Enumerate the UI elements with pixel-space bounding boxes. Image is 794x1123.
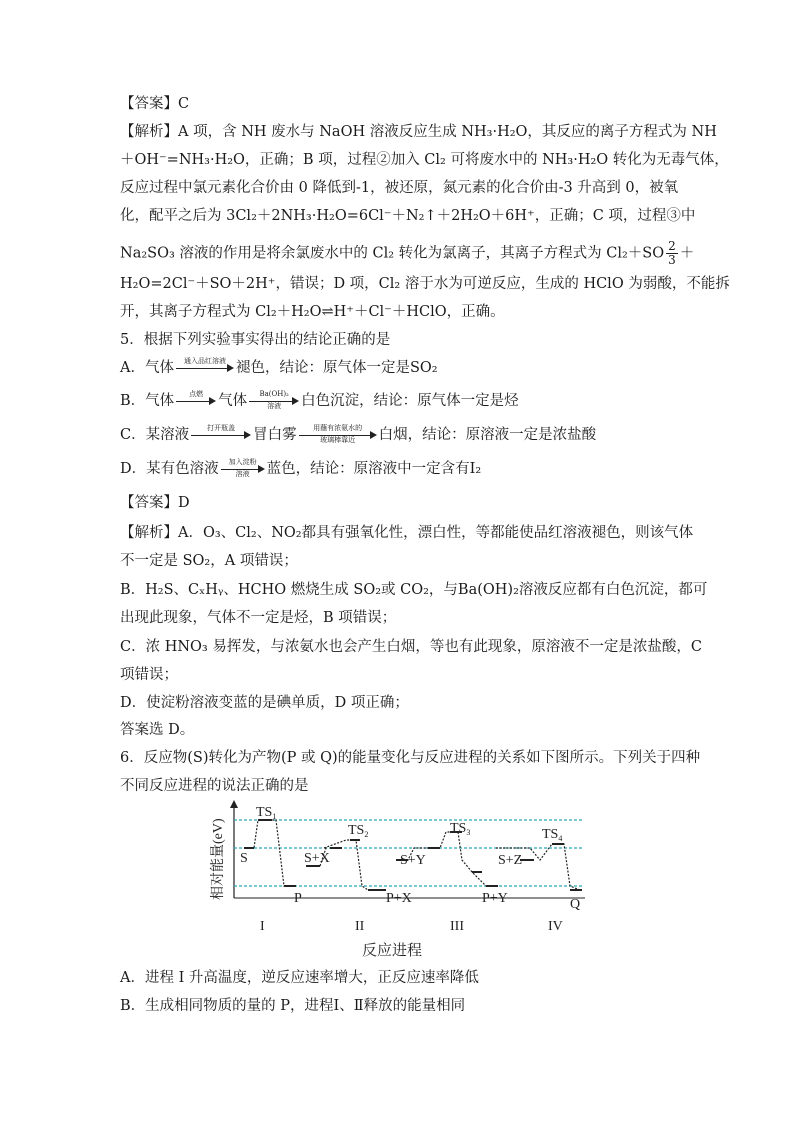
arrow-label-top: 通入品红溶液 [183, 357, 226, 365]
ts-label-2: $TS_2$ [348, 823, 369, 839]
q5-stem: 5．根据下列实验事实得出的结论正确的是 [120, 332, 391, 348]
option-post: 褪色，结论：原气体一定是SO₂ [235, 360, 438, 376]
state-label-s-plus-x: S+X [304, 851, 330, 866]
q6-option-b: B．生成相同物质的量的 P，进程Ⅰ、Ⅱ释放的能量相同 [120, 998, 466, 1014]
reaction-arrow [176, 391, 216, 411]
fraction [666, 240, 678, 267]
reaction-arrow [299, 425, 377, 445]
q5-analysis-line: 出现此现象，气体不一定是烃，B 项错误； [120, 610, 397, 626]
ts-label-3: $TS_3$ [450, 821, 471, 837]
y-axis-arrowhead [230, 800, 238, 808]
reaction-arrow [191, 425, 251, 445]
arrow-label-top: 点燃 [189, 390, 204, 398]
option-post: 蓝色，结论：原溶液中一定含有I₂ [266, 461, 482, 477]
q5-analysis-line: 【解析】A．O₃、Cl₂、NO₂都具有强氧化性，漂白性，等都能使品红溶液褪色，则该气体 [120, 525, 694, 541]
option-mid: 冒白雾 [253, 427, 297, 443]
q5-option-b [120, 391, 519, 411]
process-label-i: I [260, 919, 265, 934]
q5-analysis-line: 项错误； [120, 667, 178, 683]
fraction-denominator: 3 [668, 253, 676, 267]
q5-option-d [120, 459, 481, 479]
q5-option-a [120, 358, 438, 378]
arrow-label-top: 加入淀粉 [228, 458, 257, 466]
option-pre: B．气体 [120, 393, 175, 409]
state-label-p: P [294, 891, 302, 906]
reaction-arrow [221, 459, 265, 479]
q4-analysis-line: 【解析】A 项，含 NH 废水与 NaOH 溶液反应生成 NH₃·H₂O，其反应的离子方程式为 NH [120, 124, 717, 140]
arrow-label-top: Ba(OH)₂ [259, 390, 289, 398]
state-label-p-plus-x: P+X [386, 891, 412, 906]
option-post: 白色沉淀，结论：原气体一定是烃 [301, 393, 519, 409]
ts-label-4: $TS_4$ [542, 827, 563, 843]
q6-option-a: A．进程 I 升高温度，逆反应速率增大，正反应速率降低 [120, 970, 479, 986]
y-axis-label: 相对能量(eV) [211, 818, 226, 900]
q5-option-c [120, 425, 596, 445]
q5-analysis-line: B．H₂S、CₓHᵧ、HCHO 燃烧生成 SO₂或 CO₂，与Ba(OH)₂溶液反应都有白色沉淀，都可 [120, 582, 708, 598]
fraction-tail: ＋ [679, 245, 695, 262]
state-label-s-plus-y: S+Y [400, 853, 426, 868]
arrow-label-top: 用蘸有浓氨水的 [313, 424, 363, 432]
reaction-arrow [249, 391, 299, 411]
x-axis-label: 反应进程 [362, 943, 423, 959]
q4-analysis-line: 反应过程中氯元素化合价由 0 降低到-1，被还原，氮元素的化合价由-3 升高到 0，被氧 [120, 180, 679, 196]
option-pre: A．气体 [120, 360, 174, 376]
process-label-iii: III [450, 919, 464, 934]
process-label-iv: IV [548, 919, 563, 934]
state-label-s: S [240, 851, 248, 866]
q4-analysis-line: 开，其离子方程式为 Cl₂＋H₂O⇌H⁺＋Cl⁻＋HClO，正确。 [120, 304, 505, 320]
arrow-label-bottom: 溶液 [235, 470, 250, 478]
option-post: 白烟，结论：原溶液一定是浓盐酸 [378, 427, 597, 443]
q4-analysis-line: ＋OH⁻=NH₃·H₂O，正确；B 项，过程②加入 Cl₂ 可将废水中的 NH₃·H₂O 转化为无毒气体， [120, 152, 729, 168]
state-label-s-plus-z: S+Z [498, 853, 523, 868]
arrow-label-bottom: 溶液 [267, 402, 282, 410]
ts-label-1: $TS_1$ [256, 805, 277, 821]
q6-stem-line: 6．反应物(S)转化为产物(P 或 Q)的能量变化与反应进程的关系如下图所示。下列关于四种 [120, 750, 701, 766]
q4-analysis-line: H₂O=2Cl⁻＋SO＋2H⁺，错误；D 项，Cl₂ 溶于水为可逆反应，生成的 HClO 为弱酸，不能拆 [120, 276, 730, 292]
state-label-p-plus-y: P+Y [482, 891, 508, 906]
q6-stem-line: 不同反应进程的说法正确的是 [120, 778, 309, 794]
q5-analysis-line: C．浓 HNO₃ 易挥发，与浓氨水也会产生白烟，等也有此现象，原溶液不一定是浓盐酸，C [120, 639, 702, 655]
energy-diagram [200, 800, 600, 965]
q4-analysis-text: Na₂SO₃ 溶液的作用是将余氯废水中的 Cl₂ 转化为氯离子，其离子方程式为 Cl₂＋SO [120, 245, 665, 262]
level-segments-i [244, 820, 296, 886]
option-mid: 气体 [218, 393, 248, 409]
arrow-label-bottom: 玻璃棒靠近 [320, 436, 356, 444]
q4-analysis-line [120, 240, 694, 267]
arrow-label-top: 打开瓶盖 [207, 424, 236, 432]
energy-path-i [244, 820, 296, 886]
q4-analysis-line: 化，配平之后为 3Cl₂＋2NH₃·H₂O=6Cl⁻＋N₂↑＋2H₂O＋6H⁺，正确；C 项，过程③中 [120, 208, 696, 224]
q5-analysis-line: 答案选 D。 [120, 722, 195, 738]
reaction-arrow [176, 358, 234, 378]
option-pre: D．某有色溶液 [120, 461, 219, 477]
q5-analysis-line: 不一定是 SO₂，A 项错误； [120, 553, 298, 569]
level-segments-iv [520, 844, 582, 890]
process-label-ii: II [355, 919, 365, 934]
q5-analysis-line: D．使淀粉溶液变蓝的是碘单质，D 项正确； [120, 695, 409, 711]
q5-answer: 【答案】D [120, 495, 190, 511]
fraction-numerator: 2 [668, 239, 676, 253]
q4-answer: 【答案】C [120, 96, 190, 112]
state-label-q: Q [570, 897, 581, 912]
option-pre: C．某溶液 [120, 427, 190, 443]
